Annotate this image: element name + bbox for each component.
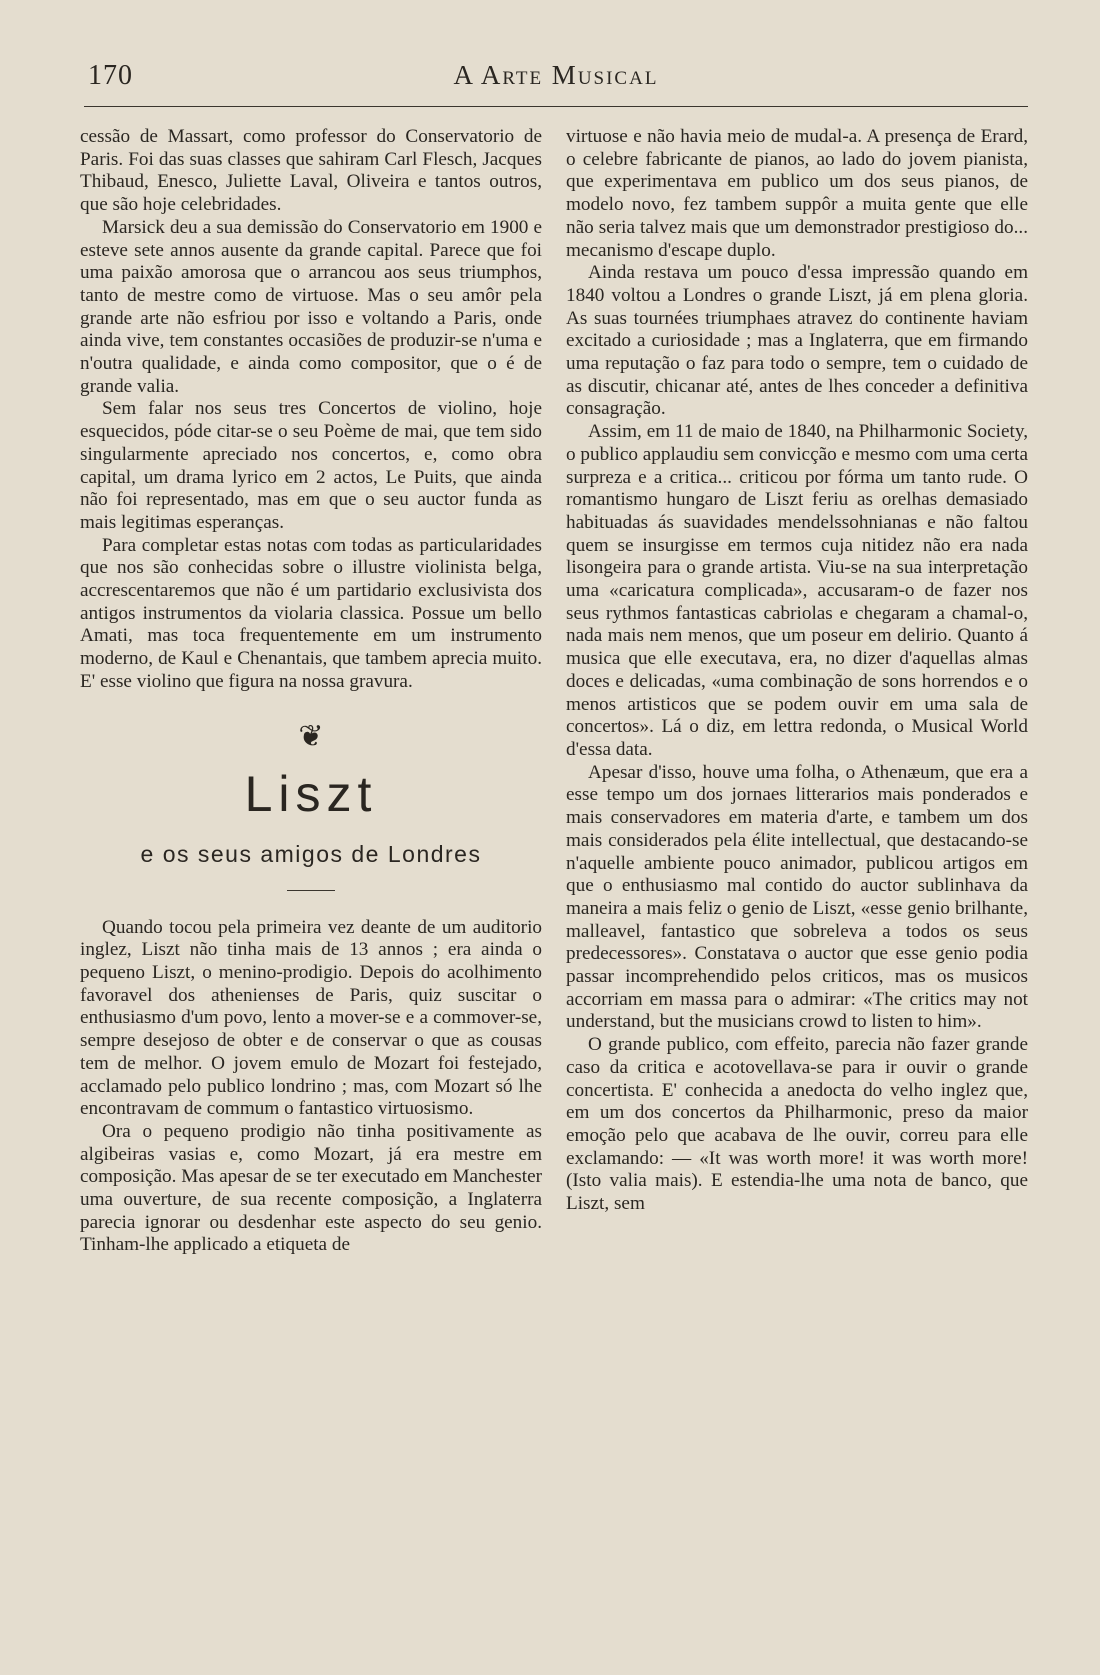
paragraph: Ora o pequeno prodigio não tinha positivamente as algibeiras vasias e, como Mozart, já era mestre em composição. Mas apesar de se ter executado em Manchester uma ouverture, de sua recente composição, a Inglaterra parecia ignorar ou desdenhar este aspecto do seu genio. Tinham-lhe applicado a etiqueta de	[80, 1120, 542, 1256]
running-title: A Arte Musical	[453, 60, 659, 90]
section-divider	[287, 890, 335, 891]
paragraph: Marsick deu a sua demissão do Conservatorio em 1900 e esteve sete annos ausente da grande capital. Parece que foi uma paixão amorosa que o arrancou aos seus triumphos, tanto de mestre como de virtuose. Mas o seu amôr pela grande arte não esfriou por isso e voltando a Paris, onde ainda vive, tem constantes occasiões de produzir-se n'uma e n'outra qualidade, e ainda como compositor, que o é de grande valia.	[80, 216, 542, 397]
paragraph: cessão de Massart, como professor do Conservatorio de Paris. Foi das suas classes que sahiram Carl Flesch, Jacques Thibaud, Enesco, Juliette Laval, Oliveira e tantos outros, que são hoje celebridades.	[80, 126, 542, 216]
paragraph: virtuose e não havia meio de mudal-a. A presença de Erard, o celebre fabricante de pianos, ao lado do jovem pianista, que experimentava em publico um dos seus pianos, de modelo novo, fez tambem suppôr a muita gente que elle não seria talvez mais que um demonstrador prestigioso do... mecanismo d'escape duplo.	[566, 126, 1028, 261]
left-column	[80, 126, 542, 1257]
paragraph: Quando tocou pela primeira vez deante de um auditorio inglez, Liszt não tinha mais de 13 annos ; era ainda o pequeno Liszt, o menino-prodigio. Depois do acolhimento favoravel dos athenienses de Paris, quiz suscitar o enthusiasmo d'um povo, lento a mover-se e a commover-se, sempre desejoso de obter e de conservar o que as cousas tem de melhor. O jovem emulo de Mozart foi festejado, acclamado pelo publico londrino ; mas, com Mozart só lhe encontravam de commum o fantastico virtuosismo.	[80, 916, 542, 1120]
article-title: Liszt	[244, 765, 378, 822]
paragraph: Apesar d'isso, houve uma folha, o Athenæum, que era a esse tempo um dos jornaes litterarios mais ponderados e mais conservadores em materia d'arte, e tambem um dos mais considerados pela élite intellectual, que destacando-se n'aquelle ambiente pouco animador, publicou artigos em que o enthusiasmo mal contido do auctor sublinhava da maneira a mais feliz o genio de Liszt, «esse genio brilhante, malleavel, fantastico que sobreleva a todos os seus predecessores». Constatava o auctor que esse genio podia passar incomprehendido pelos criticos, mas os musicos accorriam em massa para o admirar: «The critics may not understand, but the musicians crowd to listen to him».	[566, 761, 1028, 1033]
paragraph: Ainda restava um pouco d'essa impressão quando em 1840 voltou a Londres o grande Liszt, já em plena gloria. As suas tournées triumphaes atravez do continente haviam excitado a curiosidade ; mas a Inglaterra, que em firmando uma reputação o faz para todo o sempre, tem o cuidado de as discutir, chicanar até, antes de lhes conceder a definitiva consagração.	[566, 262, 1028, 420]
paragraph: Assim, em 11 de maio de 1840, na Philharmonic Society, o publico applaudiu sem convicção e mesmo com uma certa surpreza e a critica... criticou por fórma um tanto rude. O romantismo hungaro de Liszt feriu as orelhas demasiado habituadas ás suavidades mendelssohnianas e não faltou quem se insurgisse em termos cuja nitidez não era nada lisongeira para o grande artista. Viu-se na sua interpretação uma «caricatura complicada», accusaram-o de fazer nos seus rythmos fantasticas cabriolas e chegaram a chamal-o, nada mais nem menos, que um poseur em delirio. Quanto á musica que elle executava, era, no dizer d'aquellas almas doces e delicadas, «uma combinação de sons horrendos e o menos artisticos que se podem ouvir em uma sala de concertos». Lá o diz, em lettra redonda, o Musical World d'essa data.	[566, 421, 1028, 760]
page-header	[84, 58, 1028, 108]
flower-ornament-icon: ❦	[298, 719, 324, 753]
right-column	[566, 126, 1028, 1216]
article-subtitle: e os seus amigos de Londres	[140, 840, 482, 867]
header-rule	[84, 106, 1028, 107]
paragraph: Para completar estas notas com todas as particularidades que nos são conhecidas sobre o illustre violinista belga, accrescentaremos que não é um partidario exclusivista dos antigos instrumentos da violaria classica. Possue um bello Amati, mas toca frequentemente em um instrumento moderno, de Kaul e Chenantais, que tambem aprecia muito. E' esse violino que figura na nossa gravura.	[80, 534, 542, 692]
paragraph: Sem falar nos seus tres Concertos de violino, hoje esquecidos, póde citar-se o seu Poème de mai, que tem sido singularmente apreciado nos concertos, e, como obra capital, um drama lyrico em 2 actos, Le Puits, que ainda não foi representado, mas em que o seu auctor funda as mais legitimas esperanças.	[80, 398, 542, 533]
page-number: 170	[88, 60, 133, 91]
paragraph: O grande publico, com effeito, parecia não fazer grande caso da critica e acotovellava-se para ir ouvir o grande concertista. E' conhecida a anedocta do velho inglez que, em um dos concertos da Philharmonic, preso da maior emoção pelo que acabava de lhe ouvir, correu para elle exclamando: — «It was worth more! it was worth more! (Isto valia mais). E estendia-lhe uma nota de banco, que Liszt, sem	[566, 1034, 1028, 1215]
